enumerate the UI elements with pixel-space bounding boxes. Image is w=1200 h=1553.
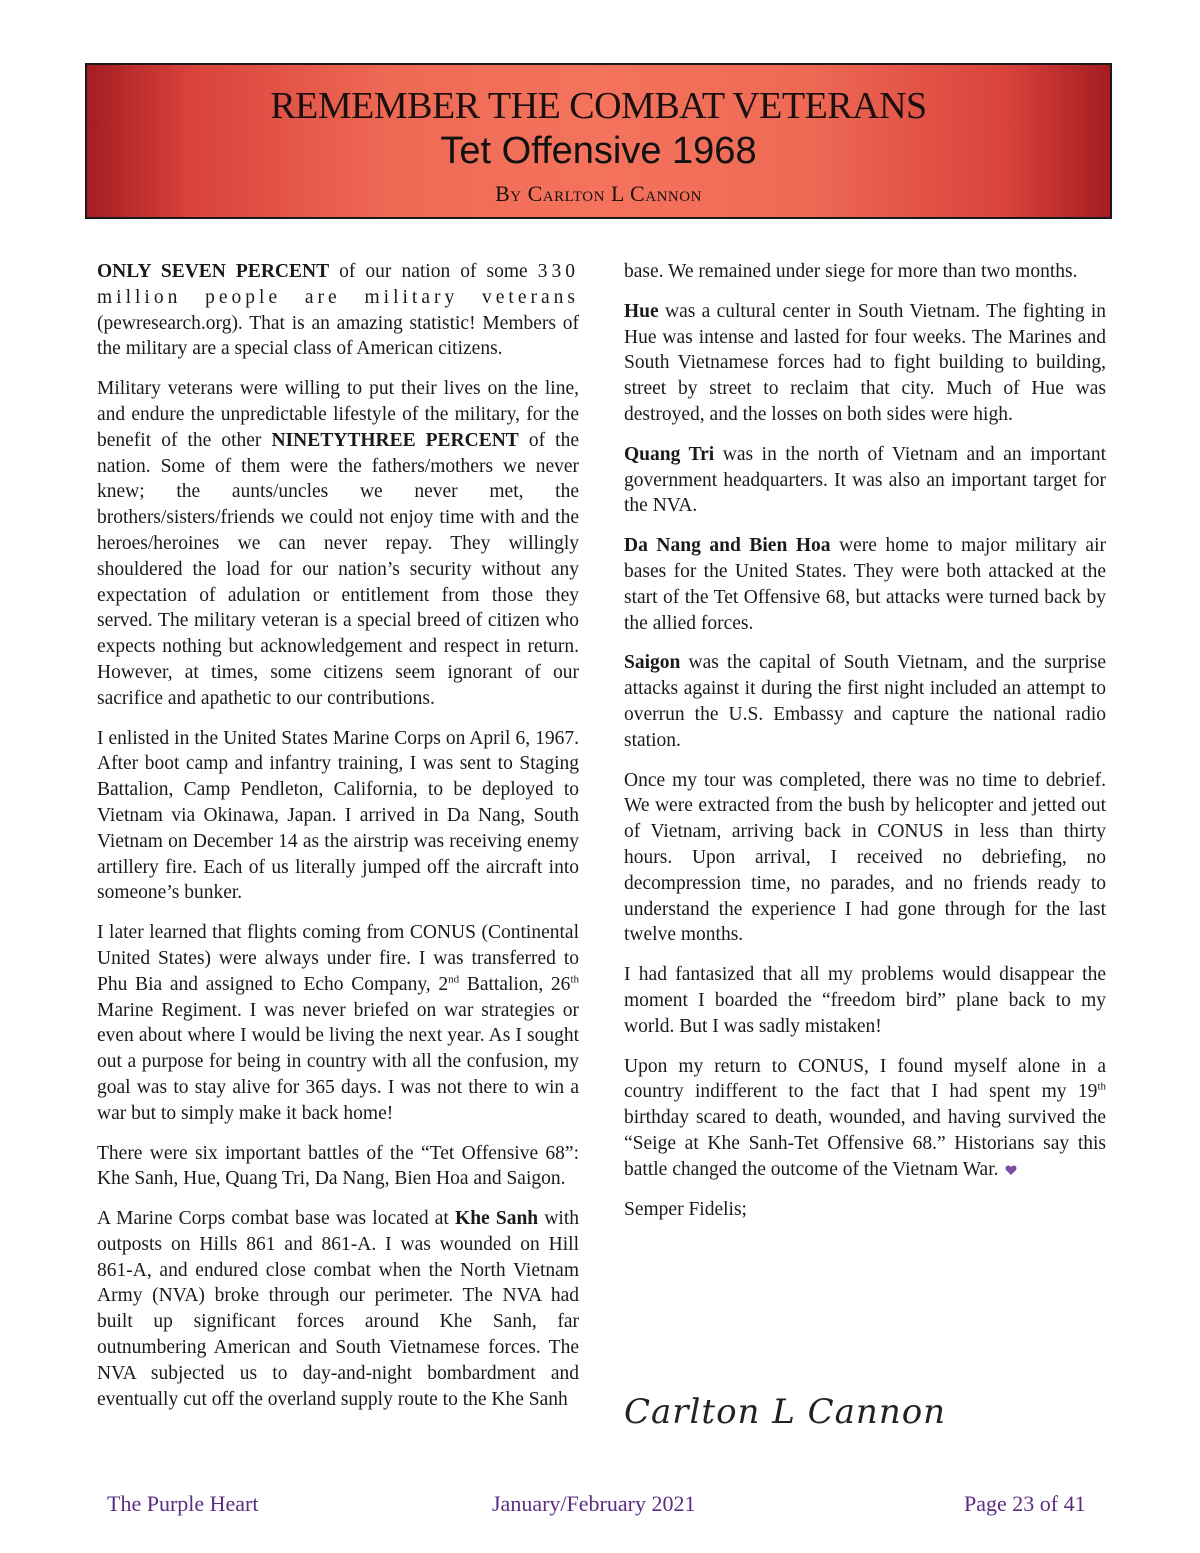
article-column-right-content [624,259,1106,1236]
paragraph-khe-sanh: A Marine Corps combat base was located at Khe Sanh with outposts on Hills 861 and 861-A. I was wounded on Hill 861-A, and endured close combat when the North Vietnam Army (NVA) broke through our perimeter. The NVA had built up significant forces around Khe Sanh, far outnumbering American and South Vietnamese forces. The NVA subjected us to day-and-night bombardment and eventually cut off the overland supply route to the Khe Sanh [97,1208,579,1410]
banner-title: REMEMBER THE COMBAT VETERANS [270,85,927,127]
heart-icon [1005,1164,1017,1176]
paragraph-intro: ONLY SEVEN PERCENT of our nation of some 330 million people are military veterans (pewresearch.org). That is an amazing statistic! Members of the military are a special class of American citizens. [97,261,579,360]
paragraph-battles: There were six important battles of the “Tet Offensive 68”: Khe Sanh, Hue, Quang Tri, Da Nang, Bien Hoa and Saigon. [97,1142,579,1190]
paragraph-tour: Once my tour was completed, there was no time to debrief. We were extracted from the bush by helicopter and jetted out of Vietnam, arriving back in CONUS in less than thirty hours. Upon arrival, I received no debriefing, no decompression time, no parades, and no friends ready to understand the experience I had gone through for the last twelve months. [624,769,1106,946]
footer-publication: The Purple Heart [107,1491,259,1516]
closing-line: Semper Fidelis; [624,1198,747,1220]
paragraph-conus: I later learned that flights coming from CONUS (Continental United States) were always under fire. I was transferred to Phu Bia and assigned to Echo Company, 2nd Battalion, 26th Marine Regiment. I was never briefed on war strategies or even about where I would be living the next year. As I sought out a purpose for being in country with all the confusion, my goal was to stay alive for 365 days. I was not there to win a war but to simply make it back home! [97,922,579,1124]
paragraph-hue: Hue was a cultural center in South Vietnam. The fighting in Hue was intense and lasted for four weeks. The Marines and South Vietnamese forces had to fight building to building, street by street to reclaim that city. Much of Hue was destroyed, and the losses on both sides were high. [624,300,1106,425]
paragraph-khe-sanh-continued: base. We remained under siege for more than two months. [624,261,1078,282]
paragraph-veterans: Military veterans were willing to put their lives on the line, and endure the unpredictable lifestyle of the military, for the benefit of the other NINETYTHREE PERCENT of the nation. Some of them were the fathers/mothers we never knew; the aunts/uncles we never met, the brothers/sisters/friends we could not enjoy time with and the heroes/heroines we can never repay. They willingly shouldered the load for our nation’s security without any expectation of adulation or entitlement from those they served. The military veteran is a special breed of citizen who expects nothing but acknowledgement and respect in return. However, at times, some citizens seem ignorant of our sacrifice and apathetic to our contributions. [97,378,579,709]
banner-byline: By Carlton L Cannon [495,181,702,206]
paragraph-da-nang: Da Nang and Bien Hoa were home to major military air bases for the United States. They were both attacked at the start of the Tet Offensive 68, but attacks were turned back by the allied forces. [624,535,1106,634]
paragraph-saigon: Saigon was the capital of South Vietnam, and the surprise attacks against it during the first night included an attempt to overrun the U.S. Embassy and capture the national radio station. [624,652,1106,751]
paragraph-freedom-bird: I had fantasized that all my problems would disappear the moment I boarded the “freedom bird” plane back to my world. But I was sadly mistaken! [624,964,1106,1037]
paragraph-enlisted: I enlisted in the United States Marine Corps on April 6, 1967. After boot camp and infantry training, I was sent to Staging Battalion, Camp Pendleton, California, to be deployed to Vietnam via Okinawa, Japan. I arrived in Da Nang, South Vietnam on December 14 as the airstrip was receiving enemy artillery fire. Each of us literally jumped off the aircraft into someone’s bunker. [97,727,579,904]
paragraph-quang-tri: Quang Tri was in the north of Vietnam and an important government headquarters. It was also an important target for the NVA. [624,443,1106,517]
banner-subtitle: Tet Offensive 1968 [440,130,757,172]
bold-lead: ONLY SEVEN PERCENT [97,261,330,282]
footer-page-number: Page 23 of 41 [964,1491,1086,1516]
footer-issue: January/February 2021 [492,1491,696,1516]
paragraph-return: Upon my return to CONUS, I found myself alone in a country indifferent to the fact that I had spent my 19th birthday scared to death, wounded, and having survived the “Seige at Khe Sanh-Tet Offensive 68.” Historians say this battle changed the outcome of the Vietnam War. [624,1055,1106,1180]
article-column-left [97,259,579,1426]
author-signature: Carlton L Cannon [624,1392,947,1432]
title-banner [85,63,1112,219]
